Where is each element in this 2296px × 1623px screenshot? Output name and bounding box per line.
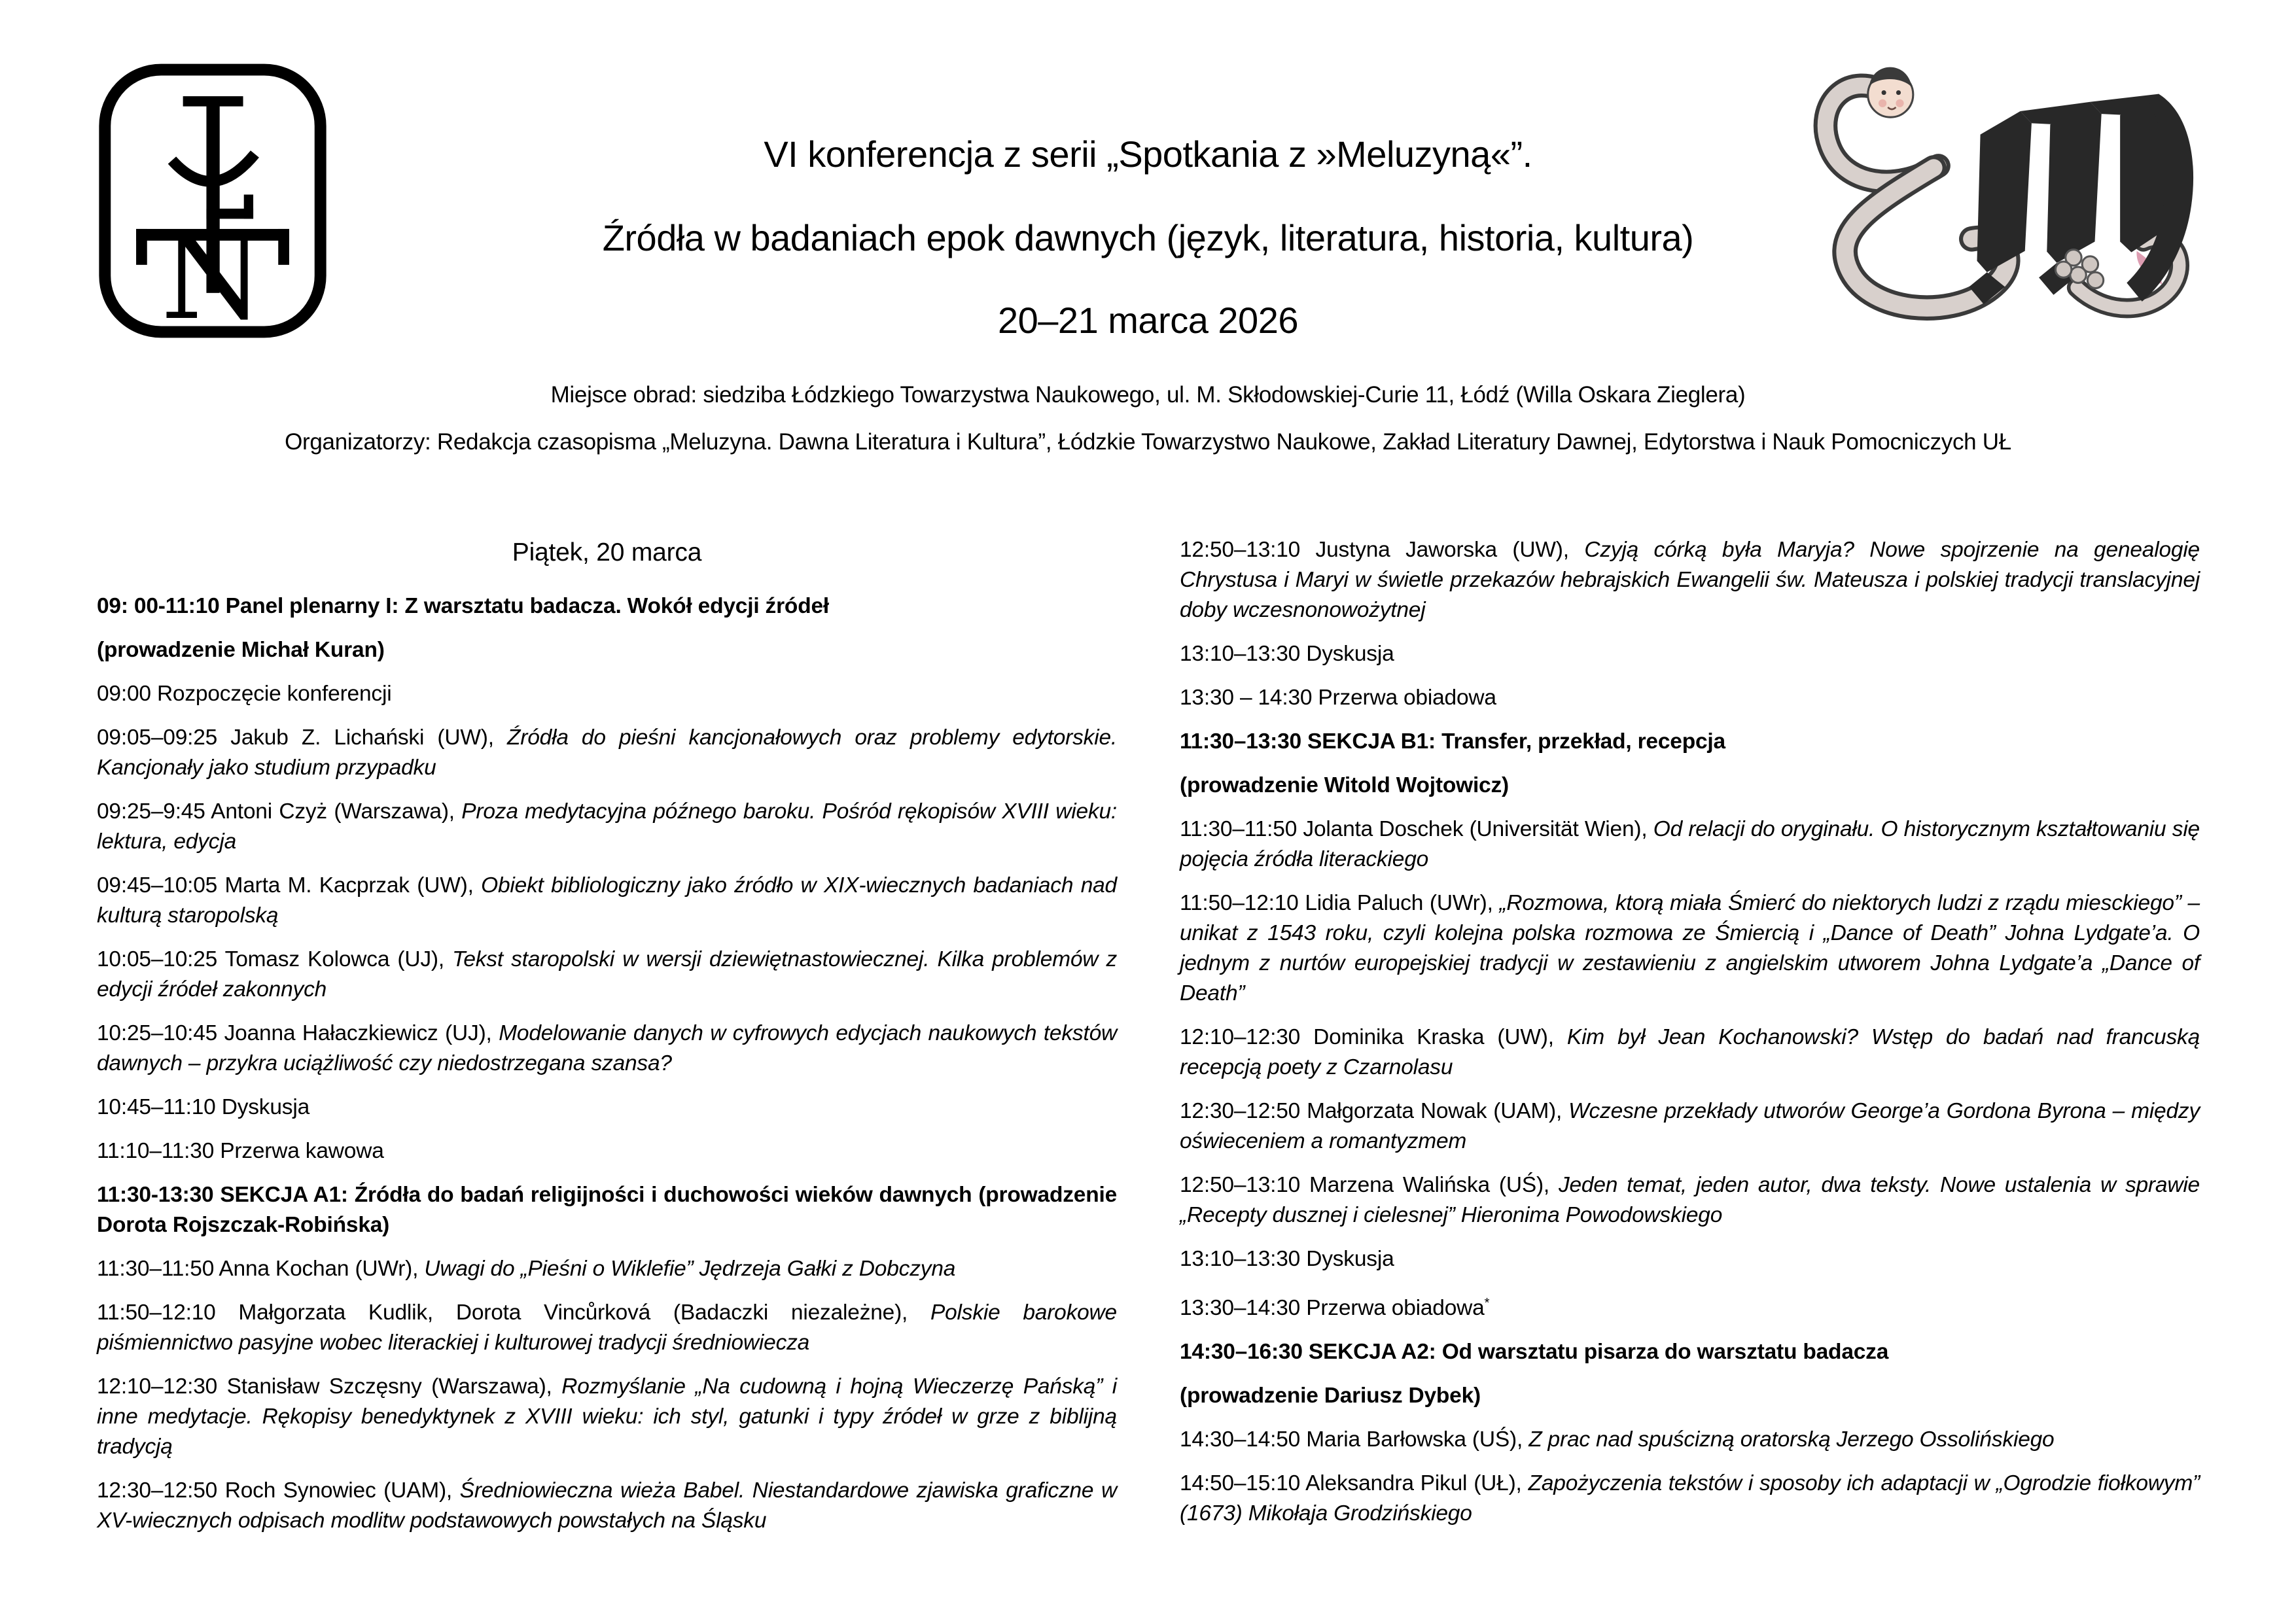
entry-text: 13:10–13:30 Dyskusja	[1180, 1247, 1394, 1271]
program-entry	[1180, 1425, 2200, 1455]
program-entry	[1180, 1288, 2200, 1323]
entry-text: 12:10–12:30 Stanisław Szczęsny (Warszawa),	[97, 1374, 562, 1399]
talk-title: Kim był Jean Kochanowski? Wstęp do badań nad francuską recepcją poety z Czarnolasu	[1180, 1025, 2200, 1079]
venue-line: Miejsce obrad: siedziba Łódzkiego Towarzystwa Naukowego, ul. M. Skłodowskiej-Curie 11, Łódź (Willa Oskara Zieglera)	[550, 382, 1746, 408]
talk-title: Zapożyczenia tekstów i sposoby ich adaptacji w „Ogrodzie fiołkowym” (1673) Mikołaja Grodzińskiego	[1180, 1471, 2200, 1526]
talk-title: Obiekt bibliologiczny jako źródło w XIX-wiecznych badaniach nad kulturą staropolską	[97, 873, 1117, 928]
program-entry	[1180, 1170, 2200, 1230]
entry-text: 11:30–11:50 Jolanta Doschek (Universität Wien),	[1180, 817, 1653, 841]
program-entry	[97, 635, 1117, 665]
program-right-column	[1180, 535, 2200, 1550]
entry-text: 11:30–11:50 Anna Kochan (UWr),	[97, 1257, 425, 1281]
entry-text: 09:05–09:25 Jakub Z. Lichański (UW),	[97, 725, 507, 750]
program-entry	[1180, 683, 2200, 713]
section-header-text: 11:30–13:30 SEKCJA B1: Transfer, przekład, recepcja	[1180, 729, 1725, 754]
program-entry	[1180, 1337, 2200, 1367]
entry-text: 13:30–14:30 Przerwa obiadowa	[1180, 1296, 1485, 1321]
program-entry	[1180, 771, 2200, 801]
program-entry	[1180, 1096, 2200, 1157]
talk-title: Polskie barokowe piśmiennictwo pasyjne wobec literackiej i kulturowej tradycji średniowiecza	[97, 1300, 1117, 1355]
program-entry	[97, 591, 1117, 621]
program-entry	[97, 1019, 1117, 1079]
talk-title: Wczesne przekłady utworów George’a Gordona Byrona – między oświeceniem a romantyzmem	[1180, 1099, 2200, 1153]
program-entry	[1180, 814, 2200, 875]
talk-title: Proza medytacyjna późnego baroku. Pośród rękopisów XVIII wieku: lektura, edycja	[97, 799, 1117, 854]
program-entry	[97, 797, 1117, 857]
entry-text: 12:30–12:50 Małgorzata Nowak (UAM),	[1180, 1099, 1569, 1123]
program-entry	[97, 679, 1117, 709]
program-entry	[97, 1298, 1117, 1358]
footnote-marker: *	[1484, 1296, 1490, 1310]
program-entry	[97, 723, 1117, 783]
program-entry	[1180, 888, 2200, 1009]
entry-text: 12:50–13:10 Marzena Walińska (UŚ),	[1180, 1173, 1559, 1197]
entry-text: 10:45–11:10 Dyskusja	[97, 1095, 310, 1119]
entry-text: 09:45–10:05 Marta M. Kacprzak (UW),	[97, 873, 482, 898]
talk-title: Czyją córką była Maryja? Nowe spojrzenie na genealogię Chrystusa i Maryi w świetle przekazów hebrajskich Ewangelii św. Mateusza i polskiej tradycji translacyjnej doby wczesnonowożytnej	[1180, 538, 2200, 622]
program-entry	[97, 1254, 1117, 1284]
entry-text: 11:50–12:10 Małgorzata Kudlik, Dorota Vincůrková (Badaczki niezależne),	[97, 1300, 930, 1325]
entry-text: 12:50–13:10 Justyna Jaworska (UW),	[1180, 538, 1585, 562]
talk-title: Źródła do pieśni kancjonałowych oraz problemy edytorskie. Kancjonały jako studium przypadku	[97, 725, 1117, 780]
entry-text: 09:25–9:45 Antoni Czyż (Warszawa),	[97, 799, 462, 824]
organizers-line: Organizatorzy: Redakcja czasopisma „Meluzyna. Dawna Literatura i Kultura”, Łódzkie Towarzystwo Naukowe, Zakład Literatury Dawnej, Edytorstwa i Nauk Pomocniczych UŁ	[285, 429, 2011, 455]
entry-text: 13:10–13:30 Dyskusja	[1180, 642, 1394, 666]
section-header-text: (prowadzenie Witold Wojtowicz)	[1180, 773, 1509, 797]
entry-text: 11:50–12:10 Lidia Paluch (UWr),	[1180, 891, 1500, 915]
section-header-text: 09: 00-11:10 Panel plenarny I: Z warsztatu badacza. Wokół edycji źródeł	[97, 594, 829, 618]
talk-title: Tekst staropolski w wersji dziewiętnastowiecznej. Kilka problemów z edycji źródeł zakonnych	[97, 947, 1117, 1002]
entry-text: 10:25–10:45 Joanna Hałaczkiewicz (UJ),	[97, 1021, 499, 1045]
conference-dates: 20–21 marca 2026	[997, 300, 1298, 341]
program-entry	[97, 1372, 1117, 1462]
program-body	[97, 535, 2200, 1550]
program-entry	[1180, 1022, 2200, 1083]
program-entry	[97, 1092, 1117, 1123]
program-entry	[1180, 1381, 2200, 1411]
entry-text: 12:10–12:30 Dominika Kraska (UW),	[1180, 1025, 1567, 1049]
meluzyna-monogram-icon	[1788, 31, 2206, 344]
day-heading	[97, 538, 1117, 568]
program-entry	[1180, 727, 2200, 757]
entry-text: 09:00 Rozpoczęcie konferencji	[97, 682, 392, 706]
talk-title: Jeden temat, jeden autor, dwa teksty. Nowe ustalenia w sprawie „Recepty dusznej i cielesnej” Hieronima Powodowskiego	[1180, 1173, 2200, 1227]
section-header-text: (prowadzenie Michał Kuran)	[97, 638, 385, 662]
program-entry	[1180, 1469, 2200, 1529]
entry-text: 12:30–12:50 Roch Synowiec (UAM),	[97, 1478, 460, 1503]
talk-title: „Rozmowa, ktorą miała Śmierć do niektorych ludzi z rządu miesckiego” – unikat z 1543 roku, czyli kolejna polska rozmowa ze Śmiercią i „Dance of Death” Johna Lydgate’a. O jednym z nurtów europejskiej tradycji w zestawieniu z angielskim utworem Johna Lydgate’a „Dance of Death”	[1180, 891, 2200, 1005]
program-entry	[1180, 1244, 2200, 1274]
entry-text: 11:10–11:30 Przerwa kawowa	[97, 1139, 384, 1163]
section-header-text: (prowadzenie Dariusz Dybek)	[1180, 1384, 1481, 1408]
entry-text: 13:30 – 14:30 Przerwa obiadowa	[1180, 686, 1496, 710]
program-entry	[97, 1476, 1117, 1536]
entry-text: 10:05–10:25 Tomasz Kolowca (UJ),	[97, 947, 453, 971]
entry-text: Piątek, 20 marca	[512, 538, 702, 567]
section-header-text: 14:30–16:30 SEKCJA A2: Od warsztatu pisarza do warsztatu badacza	[1180, 1340, 1889, 1365]
program-entry	[97, 1180, 1117, 1240]
program-entry	[1180, 639, 2200, 669]
mermaid-face	[1868, 67, 1913, 118]
section-header-text: 11:30-13:30 SEKCJA A1: Źródła do badań religijności i duchowości wieków dawnych (prowadzenie Dorota Rojszczak-Robińska)	[97, 1183, 1117, 1237]
logo-letter-n: N	[160, 208, 265, 346]
conference-title: VI konferencja z serii „Spotkania z »Meluzyną«”.	[764, 133, 1532, 175]
talk-title: Rozmyślanie „Na cudowną i hojną Wieczerzę Pańską” i inne medytacje. Rękopisy benedyktynek z XVIII wieku: ich styl, gatunki i typy źródeł w grze z biblijną tradycją	[97, 1374, 1117, 1459]
program-entry	[97, 945, 1117, 1005]
meluzyna-graphic	[1788, 31, 2206, 344]
entry-text: 14:50–15:10 Aleksandra Pikul (UŁ),	[1180, 1471, 1528, 1496]
talk-title: Średniowieczna wieża Babel. Niestandardowe zjawiska graficzne w XV-wiecznych odpisach modlitw podstawowych powstałych na Śląsku	[97, 1478, 1117, 1533]
talk-title: Od relacji do oryginału. O historycznym kształtowaniu się pojęcia źródła literackiego	[1180, 817, 2200, 871]
talk-title: Z prac nad spuścizną oratorską Jerzego Ossolińskiego	[1528, 1427, 2055, 1452]
program-entry	[1180, 535, 2200, 625]
program-entry	[97, 1136, 1117, 1166]
talk-title: Modelowanie danych w cyfrowych edycjach naukowych tekstów dawnych – przykra uciążliwość czy niedostrzegana szansa?	[97, 1021, 1117, 1075]
program-entry	[97, 871, 1117, 931]
conference-subtitle: Źródła w badaniach epok dawnych (język, literatura, historia, kultura)	[602, 217, 1694, 258]
program-left-column	[97, 535, 1117, 1550]
talk-title: Uwagi do „Pieśni o Wiklefie” Jędrzeja Gałki z Dobczyna	[424, 1257, 956, 1281]
entry-text: 14:30–14:50 Maria Barłowska (UŚ),	[1180, 1427, 1529, 1452]
